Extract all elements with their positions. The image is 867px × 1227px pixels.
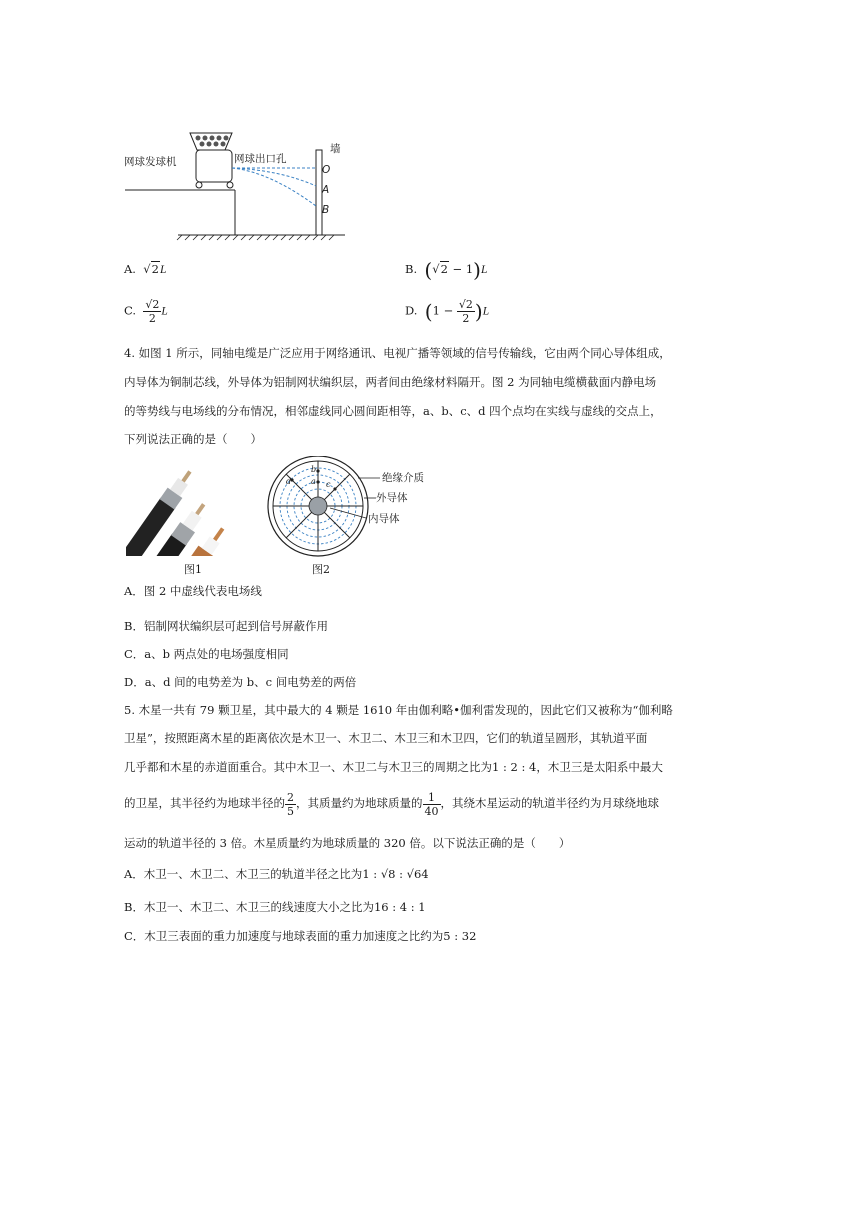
- point-a-label: A: [322, 184, 330, 196]
- svg-text:a: a: [311, 477, 316, 486]
- fig2-caption: 图2: [312, 563, 330, 576]
- q4-stem-line2: 内导体为铜制芯线，外导体为铝制网状编织层，两者间由绝缘材料隔开。图 2 为同轴电缆横截面内静电场: [124, 375, 657, 389]
- q4-option-d: D．a、d 间的电势差为 b、c 间电势差的两倍: [124, 675, 357, 689]
- q5-stem-line1: 5. 木星一共有 79 颗卫星，其中最大的 4 颗是 1610 年由伽利略•伽利雷发现的，因此它们又被称为“伽利略: [124, 703, 673, 717]
- q5-option-b: B．木卫一、木卫二、木卫三的线速度大小之比为16 : 4 : 1: [124, 900, 426, 914]
- q3-option-c: C. $\frac{√2}{2}$ L: [124, 298, 168, 325]
- tennis-machine-figure: [120, 128, 360, 243]
- coax-cable-photo: [126, 456, 254, 556]
- svg-text:c: c: [326, 480, 331, 489]
- q5-stem-line2: 卫星”，按照距离木星的距离依次是木卫一、木卫二、木卫三和木卫四，它们的轨道呈圆形，其轨道平面: [124, 731, 648, 745]
- machine-label: 网球发球机: [124, 156, 177, 168]
- fig1-caption: 图1: [184, 563, 202, 576]
- coax-cross-section: [262, 456, 442, 561]
- q4-option-a: A．图 2 中虚线代表电场线: [124, 584, 262, 598]
- q4-stem-line4: 下列说法正确的是（ ）: [124, 432, 262, 446]
- svg-text:b: b: [311, 465, 317, 474]
- q5-option-a: A．木卫一、木卫二、木卫三的轨道半径之比为1 : √8 : √64: [124, 867, 429, 881]
- q3-option-a: A. √2L: [124, 262, 167, 276]
- point-o-label: O: [322, 164, 331, 176]
- q5-stem-line4: 的卫星，其半径约为地球半径的 $\frac{2}{5}$ ，其质量约为地球质量的 $\frac{1}{40}$ ，其绕木星运动的轨道半径约为月球绕地球: [124, 790, 659, 818]
- period-ratio: 1 : 2 : 4: [492, 760, 537, 774]
- q5-stem-line5: 运动的轨道半径的 3 倍。木星质量约为地球质量的 320 倍。以下说法正确的是（ ）: [124, 836, 571, 850]
- q3-option-b: B. (√2 − 1)L: [405, 258, 488, 282]
- svg-text:d: d: [286, 477, 292, 486]
- fig2-outer-label: 外导体: [376, 492, 408, 504]
- q5-stem-line3: 几乎都和木星的赤道面重合。其中木卫一、木卫二与木卫三的周期之比为1 : 2 : 4，木卫三是太阳系中最大: [124, 760, 663, 774]
- fig2-inner-label: 内导体: [368, 513, 400, 525]
- q4-stem-line1: 4. 如图 1 所示，同轴电缆是广泛应用于网络通讯、电视广播等领域的信号传输线，它由两个同心导体组成，: [124, 346, 671, 360]
- q4-stem-line3: 的等势线与电场线的分布情况，相邻虚线同心圆间距相等，a、b、c、d 四个点均在实线与虚线的交点上，: [124, 404, 662, 418]
- fig2-insulator-label: 绝缘介质: [382, 472, 424, 484]
- q3-option-d: D. (1 − $\frac{√2}{2}$ )L: [405, 298, 490, 325]
- q4-option-b: B．铝制网状编织层可起到信号屏蔽作用: [124, 619, 328, 633]
- q4-option-c: C．a、b 两点处的电场强度相同: [124, 647, 289, 661]
- q5-option-c: C．木卫三表面的重力加速度与地球表面的重力加速度之比约为5 : 32: [124, 929, 477, 943]
- point-b-label: B: [322, 204, 330, 216]
- outlet-label: 网球出口孔: [234, 153, 287, 165]
- wall-label: 墙: [330, 143, 341, 155]
